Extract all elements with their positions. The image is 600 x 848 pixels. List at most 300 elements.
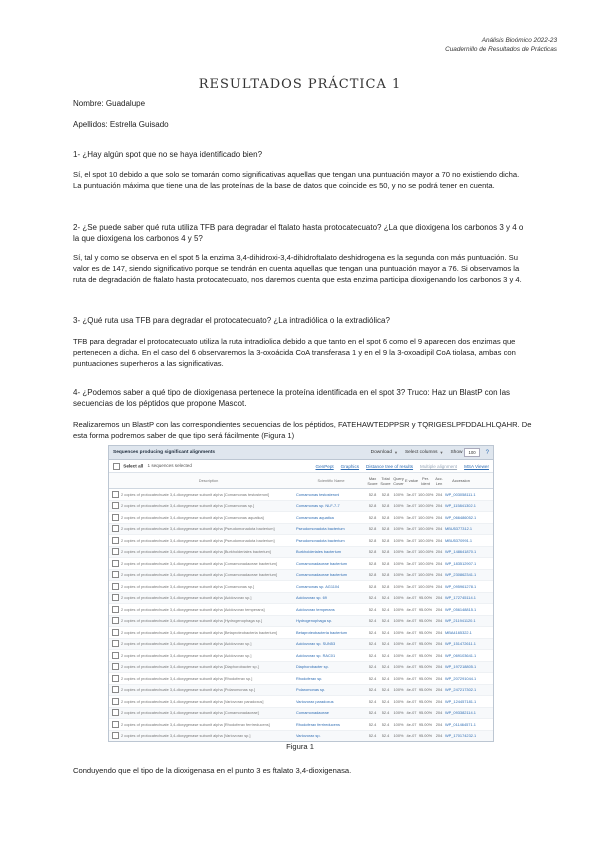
selected-count: 1 sequences selected (147, 463, 192, 469)
row-select-checkbox[interactable] (112, 617, 119, 624)
row-description[interactable]: 2 copies of protocatechuate 3,4-dioxygenase subunit alpha [Comamonas aquatica] (121, 514, 264, 520)
table-row[interactable] (109, 604, 493, 616)
row-scientific-name[interactable]: Acidovorax sp. SUN53 (296, 641, 336, 647)
row-checkbox (109, 675, 121, 682)
row-acc-len: 204 (435, 733, 443, 739)
table-row[interactable] (109, 593, 493, 605)
row-accession[interactable]: WP_151472611.1 (445, 641, 476, 647)
row-acc-len: 204 (435, 687, 443, 693)
row-scientific-name[interactable]: Rhodoferax sp. (296, 675, 323, 681)
row-e-value: 4e-07 (406, 606, 417, 612)
figure-heading: Sequences producing significant alignments (113, 450, 216, 455)
row-per-ident: 100.00% (418, 537, 434, 543)
row-acc-len: 204 (435, 675, 443, 681)
row-scientific-name[interactable]: Acidovorax sp. RAC01 (296, 652, 336, 658)
row-checkbox (109, 663, 121, 670)
row-scientific-name[interactable]: Polaromonas sp. (296, 687, 326, 693)
row-total-score: 52.8 (381, 560, 390, 566)
row-scientific-name[interactable]: Hydrogenophaga sp. (296, 618, 333, 624)
row-accession[interactable]: WP_211941120.1 (445, 618, 476, 624)
row-max-score: 52.4 (368, 733, 377, 739)
row-acc-len: 204 (435, 652, 443, 658)
row-accession[interactable]: WP_115841302.1 (445, 503, 476, 509)
row-checkbox (109, 721, 121, 728)
row-checkbox (109, 548, 121, 555)
row-per-ident: 100.00% (418, 526, 434, 532)
row-max-score: 52.4 (368, 652, 377, 658)
row-query-cover: 100% (393, 710, 404, 716)
row-per-ident: 95.00% (418, 710, 433, 716)
row-total-score: 52.8 (381, 514, 390, 520)
row-select-checkbox[interactable] (112, 537, 119, 544)
row-description[interactable]: 2 copies of protocatechuate 3,4-dioxygenase subunit alpha [Acidovorax sp.] (121, 652, 252, 658)
course-subtitle: Cuadernillo de Resultados de Prácticas (445, 46, 557, 53)
table-row[interactable] (109, 616, 493, 628)
row-select-checkbox[interactable] (112, 560, 119, 567)
row-select-checkbox[interactable] (112, 491, 119, 498)
col-scientific-name[interactable]: Scientific Name (317, 478, 345, 483)
row-query-cover: 100% (393, 641, 404, 647)
col-description[interactable]: Description (198, 478, 219, 483)
row-accession[interactable]: WP_170174232.1 (445, 733, 477, 739)
select-all-label[interactable]: Select all (123, 463, 144, 469)
row-max-score: 52.4 (368, 618, 377, 624)
row-total-score: 52.4 (381, 606, 390, 612)
row-max-score: 52.8 (368, 526, 377, 532)
link-genpept[interactable]: GenPept (315, 463, 334, 469)
page-title: RESULTADOS PRÁCTICA 1 (198, 77, 402, 92)
row-scientific-name[interactable]: Diaphorobacter sp. (296, 664, 329, 670)
row-scientific-name[interactable]: Comamonas sp. AG1104 (296, 583, 340, 589)
row-description[interactable]: 2 copies of protocatechuate 3,4-dioxygenase subunit alpha [Comamonadaceae] (121, 710, 259, 716)
row-description[interactable]: 2 copies of protocatechuate 3,4-dioxygenase subunit alpha [Acidovorax temperans] (121, 606, 265, 612)
row-query-cover: 100% (393, 664, 404, 670)
row-scientific-name[interactable]: Pseudomonadota bacterium (296, 537, 345, 543)
row-query-cover: 100% (393, 733, 404, 739)
row-accession[interactable]: WP_247217302.1 (445, 687, 477, 693)
row-total-score: 52.4 (381, 721, 390, 727)
row-acc-len: 204 (435, 698, 443, 704)
row-select-checkbox[interactable] (112, 571, 119, 578)
row-e-value: 4e-07 (406, 595, 417, 601)
row-total-score: 52.8 (381, 583, 390, 589)
row-acc-len: 204 (435, 572, 443, 578)
row-total-score: 52.4 (381, 629, 390, 635)
link-msa-viewer[interactable]: MSA Viewer (464, 463, 489, 469)
row-scientific-name[interactable]: Rhodoferax ferrireducens (296, 721, 340, 727)
figure-toolbar (109, 460, 493, 473)
question-1: 1- ¿Hay algún spot que no se haya identificado bien? (73, 150, 263, 159)
table-row[interactable] (109, 489, 493, 501)
row-per-ident: 100.00% (418, 572, 434, 578)
row-select-checkbox[interactable] (112, 548, 119, 555)
figure-caption: Figura 1 (286, 742, 314, 751)
row-e-value: 4e-07 (406, 629, 417, 635)
question-3: 3- ¿Qué ruta usa TFB para degradar el protocatecuato? ¿La intradiólica o la extradiólica? (73, 316, 390, 325)
row-total-score: 52.8 (381, 491, 390, 497)
row-acc-len: 204 (435, 526, 443, 532)
row-e-value: 3e-07 (406, 491, 417, 497)
row-total-score: 52.4 (381, 675, 390, 681)
row-max-score: 52.8 (368, 491, 377, 497)
row-e-value: 3e-07 (406, 560, 417, 566)
col-total-score[interactable]: Total Score (380, 475, 391, 486)
row-accession[interactable]: WP_183512907.1 (445, 560, 477, 566)
row-total-score: 52.4 (381, 595, 390, 601)
row-max-score: 52.4 (368, 629, 377, 635)
row-query-cover: 100% (393, 514, 404, 520)
row-select-checkbox[interactable] (112, 698, 119, 705)
row-select-checkbox[interactable] (112, 721, 119, 728)
row-acc-len: 204 (435, 503, 443, 509)
table-row[interactable] (109, 547, 493, 559)
row-accession[interactable]: MBA4165322.1 (445, 629, 472, 635)
figure-header (109, 446, 493, 460)
col-per-ident[interactable]: Per. Ident (421, 475, 430, 486)
select-columns-control[interactable]: Select columns ▼ (404, 450, 444, 455)
row-e-value: 4e-07 (406, 652, 417, 658)
chevron-down-icon: ▼ (439, 450, 444, 455)
row-e-value: 3e-07 (406, 583, 417, 589)
row-per-ident: 95.00% (418, 687, 433, 693)
help-icon[interactable]: ? (485, 449, 489, 456)
row-per-ident: 100.00% (418, 583, 434, 589)
row-checkbox (109, 629, 121, 636)
row-e-value: 4e-07 (406, 664, 417, 670)
row-description[interactable]: 2 copies of protocatechuate 3,4-dioxygenase subunit alpha [Comamonadaceae bacterium] (121, 560, 277, 566)
row-accession[interactable]: WP_172745114.1 (445, 595, 476, 601)
table-row[interactable] (109, 650, 493, 662)
row-max-score: 52.4 (368, 675, 377, 681)
row-select-checkbox[interactable] (112, 606, 119, 613)
row-acc-len: 204 (435, 710, 443, 716)
row-max-score: 52.4 (368, 710, 377, 716)
row-per-ident: 95.00% (418, 698, 433, 704)
row-acc-len: 204 (435, 583, 443, 589)
row-description[interactable]: 2 copies of protocatechuate 3,4-dioxygenase subunit alpha [Polaromonas sp.] (121, 687, 256, 693)
row-e-value: 4e-07 (406, 687, 417, 693)
row-accession[interactable]: WP_093382114.1 (445, 710, 476, 716)
row-max-score: 52.4 (368, 606, 377, 612)
row-scientific-name[interactable]: Acidovorax temperans (296, 606, 335, 612)
student-surnames: Apellidos: Estrella Guisado (73, 120, 169, 129)
row-description[interactable]: 2 copies of protocatechuate 3,4-dioxygenase subunit alpha [Acidovorax sp.] (121, 595, 252, 601)
question-2: 2- ¿Se puede saber qué ruta utiliza TFB para degradar el ftalato hasta protocatecuato? ¿La que dioxigena los carbonos 3 y 4 o la que dioxigena los carbonos 4 y 5? (73, 223, 524, 243)
row-scientific-name[interactable]: Comamonadaceae bacterium (296, 560, 348, 566)
row-acc-len: 204 (435, 606, 443, 612)
row-total-score: 52.8 (381, 526, 390, 532)
table-row[interactable] (109, 512, 493, 524)
row-query-cover: 100% (393, 629, 404, 635)
row-description[interactable]: 2 copies of protocatechuate 3,4-dioxygenase subunit alpha [Comamonas sp.] (121, 583, 255, 589)
row-checkbox (109, 686, 121, 693)
row-accession[interactable]: WP_011464571.1 (445, 721, 476, 727)
row-total-score: 52.8 (381, 572, 390, 578)
row-accession[interactable]: WP_148641870.1 (445, 549, 477, 555)
answer-3: TFB para degradar el protocatecuato utiliza la ruta intradiolica debido a que tanto en el spot 6 como el 9 aparecen dos enzimas que pertenecen a dicha. En el caso del 6 observaremos la 3-oxoácida CoA transferasa 1 y en el 9 la 3-oxoadipil CoA tiolasa, ambas con puntuaciones superheros a las significativas. (73, 337, 516, 368)
row-select-checkbox[interactable] (112, 594, 119, 601)
col-query-cover[interactable]: Query Cover (393, 475, 404, 486)
row-select-checkbox[interactable] (112, 525, 119, 532)
row-max-score: 52.8 (368, 560, 377, 566)
row-total-score: 52.4 (381, 698, 390, 704)
student-name: Nombre: Guadalupe (73, 99, 146, 108)
row-description[interactable]: 2 copies of protocatechuate 3,4-dioxygenase subunit alpha [Comamonas sp.] (121, 503, 255, 509)
row-total-score: 52.8 (381, 537, 390, 543)
row-description[interactable]: 2 copies of protocatechuate 3,4-dioxygenase subunit alpha [Pseudomonadota bacterium] (121, 537, 275, 543)
row-max-score: 52.8 (368, 503, 377, 509)
row-total-score: 52.4 (381, 687, 390, 693)
row-select-checkbox[interactable] (112, 514, 119, 521)
row-acc-len: 204 (435, 618, 443, 624)
row-e-value: 3e-07 (406, 514, 417, 520)
row-scientific-name[interactable]: Variovorax sp. (296, 733, 321, 739)
row-total-score: 52.8 (381, 549, 390, 555)
row-select-checkbox[interactable] (112, 640, 119, 647)
row-query-cover: 100% (393, 560, 404, 566)
row-scientific-name[interactable]: Acidovorax sp. 69 (296, 595, 327, 601)
row-max-score: 52.8 (368, 514, 377, 520)
answer-4: Realizaremos un BlastP con las correspondientes secuencias de los péptidos, FATEHAWTEDPPSR y TQRIGESLPFDDALHLQAHR. De esta forma podremos saber de que tipo será fácilmente (Figura 1) (73, 420, 532, 440)
row-total-score: 52.4 (381, 733, 390, 739)
col-acc-len[interactable]: Acc. Len (435, 475, 443, 486)
row-per-ident: 95.00% (418, 733, 433, 739)
row-per-ident: 95.00% (418, 652, 433, 658)
row-per-ident: 100.00% (418, 514, 434, 520)
row-acc-len: 204 (435, 537, 443, 543)
table-header (109, 473, 493, 489)
row-description[interactable]: 2 copies of protocatechuate 3,4-dioxygenase subunit alpha [Comamonadaceae bacterium] (121, 572, 277, 578)
row-query-cover: 100% (393, 606, 404, 612)
row-query-cover: 100% (393, 652, 404, 658)
answer-2: Sí, tal y como se observa en el spot 5 la enzima 3,4-dihidroxi-3,4-dihidroftalato deshidrogena es la segunda con más puntuación. Su valor es de 147, siendo significativo porque se tendrán en cuenta aquellas que tengan una puntuación mayor a 76. Si observamos la ruta de degradación de ftalato hasta protocatecuato, nos daremos cuenta que esta enzima participa dioxigenando los carbonos 3 y 4. (73, 253, 522, 284)
download-control[interactable]: Download ▼ (370, 450, 398, 455)
row-max-score: 52.8 (368, 537, 377, 543)
row-acc-len: 204 (435, 641, 443, 647)
row-query-cover: 100% (393, 618, 404, 624)
row-e-value: 4e-07 (406, 618, 417, 624)
table-row[interactable] (109, 696, 493, 708)
row-per-ident: 100.00% (418, 491, 434, 497)
select-all-row (113, 463, 309, 470)
table-row[interactable] (109, 524, 493, 536)
row-per-ident: 95.00% (418, 606, 433, 612)
row-select-checkbox[interactable] (112, 652, 119, 659)
row-checkbox (109, 571, 121, 578)
row-query-cover: 100% (393, 698, 404, 704)
link-multiple-alignment[interactable]: Multiple alignment (420, 463, 458, 469)
question-4: 4- ¿Podemos saber a qué tipo de dioxigenasa pertenece la proteína identificada en el spot 3? Truco: Haz un BlastP con las secuencias de los péptidos que propone Mascot. (73, 388, 511, 408)
row-per-ident: 95.00% (418, 675, 433, 681)
row-checkbox (109, 698, 121, 705)
table-row[interactable] (109, 673, 493, 685)
show-select[interactable]: 100 (464, 448, 479, 457)
row-scientific-name[interactable]: Burkholderiales bacterium (296, 549, 341, 555)
row-max-score: 52.4 (368, 664, 377, 670)
blast-results-figure (108, 445, 494, 742)
row-e-value: 3e-07 (406, 572, 417, 578)
row-select-checkbox[interactable] (112, 502, 119, 509)
row-max-score: 52.4 (368, 698, 377, 704)
row-e-value: 4e-07 (406, 698, 417, 704)
row-checkbox (109, 606, 121, 613)
show-control[interactable]: Show 100 (450, 448, 479, 457)
row-accession[interactable]: WP_124457181.1 (445, 698, 477, 704)
row-scientific-name[interactable]: Variovorax paradoxus (296, 698, 334, 704)
row-accession[interactable]: WP_056148815.1 (445, 606, 477, 612)
course-name: Análisis Bioómico 2022-23 (481, 37, 557, 44)
row-accession[interactable]: MBU5377312.1 (445, 526, 473, 532)
row-acc-len: 204 (435, 560, 443, 566)
row-per-ident: 100.00% (418, 560, 434, 566)
table-row[interactable] (109, 731, 493, 743)
row-description[interactable]: 2 copies of protocatechuate 3,4-dioxygenase subunit alpha [Betaproteobacteria bacterium] (121, 629, 277, 635)
row-accession[interactable]: MBU5370991.1 (445, 537, 473, 543)
row-scientific-name[interactable]: Comamonas aquatica (296, 514, 334, 520)
row-max-score: 52.8 (368, 572, 377, 578)
row-description[interactable]: 2 copies of protocatechuate 3,4-dioxygenase subunit alpha [Hydrogenophaga sp.] (121, 618, 263, 624)
row-e-value: 4e-07 (406, 721, 417, 727)
table-row[interactable] (109, 581, 493, 593)
table-row[interactable] (109, 708, 493, 720)
table-row[interactable] (109, 662, 493, 674)
col-accession[interactable]: Accession (452, 478, 470, 483)
row-select-checkbox[interactable] (112, 583, 119, 590)
row-e-value: 3e-07 (406, 503, 417, 509)
row-query-cover: 100% (393, 572, 404, 578)
row-acc-len: 204 (435, 664, 443, 670)
row-query-cover: 100% (393, 687, 404, 693)
table-row[interactable] (109, 535, 493, 547)
row-scientific-name[interactable]: Comamonas testosteroni (296, 491, 340, 497)
row-select-checkbox[interactable] (112, 663, 119, 670)
row-select-checkbox[interactable] (112, 629, 119, 636)
answer-1: Sí, el spot 10 debido a que solo se tomarán como significativas aquellas que tengan una puntuación mayor a 70 no existiendo dicha. La puntuación máxima que tiene una de las proteínas de la base de datos que coincide es 50, y no se podrá tener en cuenta. (73, 170, 520, 190)
row-description[interactable]: 2 copies of protocatechuate 3,4-dioxygenase subunit alpha [Comamonas testosteroni] (121, 491, 270, 497)
row-select-checkbox[interactable] (112, 686, 119, 693)
table-row[interactable] (109, 639, 493, 651)
row-accession[interactable]: WP_003058111.1 (445, 491, 476, 497)
row-max-score: 52.4 (368, 687, 377, 693)
chevron-down-icon: ▼ (394, 450, 398, 455)
row-total-score: 52.4 (381, 664, 390, 670)
row-scientific-name[interactable]: Betaproteobacteria bacterium (296, 629, 348, 635)
row-description[interactable]: 2 copies of protocatechuate 3,4-dioxygenase subunit alpha [Variovorax paradoxus] (121, 698, 264, 704)
row-description[interactable]: 2 copies of protocatechuate 3,4-dioxygenase subunit alpha [Rhodoferax ferrireducens] (121, 721, 270, 727)
row-query-cover: 100% (393, 537, 404, 543)
row-max-score: 52.4 (368, 721, 377, 727)
row-select-checkbox[interactable] (112, 732, 119, 739)
row-accession[interactable]: WP_069103641.1 (445, 652, 477, 658)
row-per-ident: 95.00% (418, 664, 433, 670)
row-accession[interactable]: WP_197218805.1 (445, 664, 477, 670)
row-checkbox (109, 537, 121, 544)
col-e-value[interactable]: E value (405, 478, 418, 483)
table-row[interactable] (109, 501, 493, 513)
row-e-value: 4e-07 (406, 641, 417, 647)
row-accession[interactable]: WP_207291044.1 (445, 675, 477, 681)
row-accession[interactable]: WP_095961278.1 (445, 583, 477, 589)
table-row[interactable] (109, 627, 493, 639)
row-query-cover: 100% (393, 491, 404, 497)
results-table-body (109, 489, 493, 742)
row-accession[interactable]: WP_230862341.1 (445, 572, 477, 578)
row-checkbox (109, 617, 121, 624)
course-header (445, 36, 557, 54)
row-description[interactable]: 2 copies of protocatechuate 3,4-dioxygenase subunit alpha [Pseudomonadota bacterium] (121, 526, 275, 532)
row-acc-len: 204 (435, 721, 443, 727)
row-e-value: 3e-07 (406, 537, 417, 543)
col-max-score[interactable]: Max Score (367, 475, 378, 486)
row-per-ident: 100.00% (418, 549, 434, 555)
table-row[interactable] (109, 719, 493, 731)
row-description[interactable]: 2 copies of protocatechuate 3,4-dioxygenase subunit alpha [Acidovorax sp.] (121, 641, 252, 647)
row-per-ident: 95.00% (418, 721, 433, 727)
row-checkbox (109, 525, 121, 532)
row-description[interactable]: 2 copies of protocatechuate 3,4-dioxygenase subunit alpha [Diaphorobacter sp.] (121, 664, 259, 670)
row-checkbox (109, 594, 121, 601)
row-acc-len: 204 (435, 595, 443, 601)
row-per-ident: 95.00% (418, 629, 433, 635)
row-query-cover: 100% (393, 595, 404, 601)
row-acc-len: 204 (435, 491, 443, 497)
row-per-ident: 100.00% (418, 503, 434, 509)
row-select-checkbox[interactable] (112, 675, 119, 682)
row-checkbox (109, 514, 121, 521)
row-scientific-name[interactable]: Pseudomonadota bacterium (296, 526, 345, 532)
row-query-cover: 100% (393, 721, 404, 727)
row-checkbox (109, 583, 121, 590)
row-checkbox (109, 709, 121, 716)
conclusion: Conduyendo que el tipo de la dioxigenasa en el punto 3 es ftalato 3,4-dioxigenasa. (73, 766, 352, 775)
row-description[interactable]: 2 copies of protocatechuate 3,4-dioxygenase subunit alpha [Rhodoferax sp.] (121, 675, 253, 681)
row-e-value: 3e-07 (406, 549, 417, 555)
table-row[interactable] (109, 570, 493, 582)
select-all-checkbox[interactable] (113, 463, 120, 470)
row-query-cover: 100% (393, 526, 404, 532)
table-row[interactable] (109, 685, 493, 697)
row-per-ident: 95.00% (418, 618, 433, 624)
row-max-score: 52.4 (368, 641, 377, 647)
row-checkbox (109, 652, 121, 659)
row-select-checkbox[interactable] (112, 709, 119, 716)
row-scientific-name[interactable]: Comamonas sp. NLF-7-7 (296, 503, 340, 509)
row-scientific-name[interactable]: Comamonadaceae bacterium (296, 572, 348, 578)
row-e-value: 4e-07 (406, 675, 417, 681)
row-acc-len: 204 (435, 549, 443, 555)
row-checkbox (109, 560, 121, 567)
link-graphics[interactable]: Graphics (340, 463, 360, 469)
row-total-score: 52.8 (381, 503, 390, 509)
row-description[interactable]: 2 copies of protocatechuate 3,4-dioxygenase subunit alpha [Variovorax sp.] (121, 733, 251, 739)
row-checkbox (109, 732, 121, 739)
row-max-score: 52.8 (368, 583, 377, 589)
table-row[interactable] (109, 558, 493, 570)
row-e-value: 4e-07 (406, 710, 417, 716)
row-total-score: 52.4 (381, 710, 390, 716)
row-checkbox (109, 640, 121, 647)
row-query-cover: 100% (393, 549, 404, 555)
row-description[interactable]: 2 copies of protocatechuate 3,4-dioxygenase subunit alpha [Burkholderiales bacterium] (121, 549, 271, 555)
link-distance-tree[interactable]: Distance tree of results (366, 463, 414, 469)
row-max-score: 52.8 (368, 549, 377, 555)
row-per-ident: 95.00% (418, 641, 433, 647)
row-accession[interactable]: WP_066486052.1 (445, 514, 477, 520)
row-total-score: 52.4 (381, 652, 390, 658)
row-scientific-name[interactable]: Comamonadaceae (296, 710, 329, 716)
row-total-score: 52.4 (381, 641, 390, 647)
row-max-score: 52.4 (368, 595, 377, 601)
